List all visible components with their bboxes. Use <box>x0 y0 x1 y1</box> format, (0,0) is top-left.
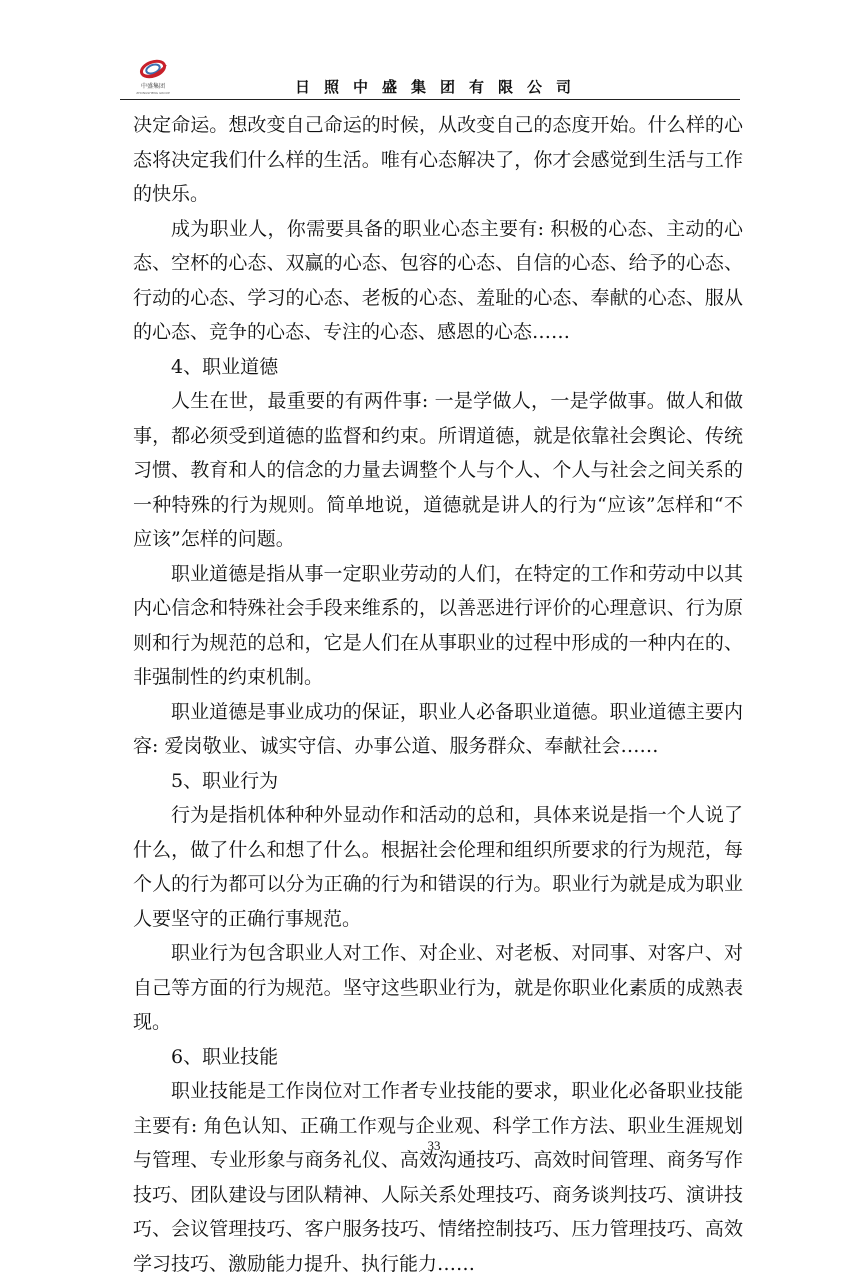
company-name: 日照中盛集团有限公司 <box>294 78 585 96</box>
body-paragraph: 职业道德是指从事一定职业劳动的人们，在特定的工作和劳动中以其内心信念和特殊社会手段来维系的，以善恶进行评价的心理意识、行为原则和行为规范的总和，它是人们在从事职业的过程中形成的一种内在的、非强制性的约束机制。 <box>133 562 743 688</box>
logo-text: 中盛集团 <box>140 83 166 90</box>
section-heading: 6、职业技能 <box>171 1045 279 1068</box>
body-paragraph: 人生在世，最重要的有两件事: 一是学做人，一是学做事。做人和做事，都必须受到道德的监督和约束。所谓道德，就是依靠社会舆论、传统习惯、教育和人的信念的力量去调整个人与个人、个人与社会之间关系的一种特殊的行为规则。简单地说，道德就是讲人的行为“应该”怎样和“不应该”怎样的问题。 <box>133 390 743 550</box>
body-paragraph: 成为职业人，你需要具备的职业心态主要有: 积极的心态、主动的心态、空杯的心态、双赢的心态、包容的心态、自信的心态、给予的心态、行动的心态、学习的心态、老板的心态、羞耻的心态、奉献的心态、服从的心态、竞争的心态、专注的心态、感恩的心态…… <box>133 217 743 343</box>
body-paragraph: 职业行为包含职业人对工作、对企业、对老板、对同事、对客户、对自己等方面的行为规范。坚守这些职业行为，就是你职业化素质的成熟表现。 <box>133 942 743 1033</box>
page-header <box>120 56 740 100</box>
logo-subtext: ZHONGSHENG GROUP <box>136 91 170 95</box>
section-heading: 4、职业道德 <box>171 355 279 378</box>
page-body <box>133 108 743 1281</box>
body-paragraph: 职业道德是事业成功的保证，职业人必备职业道德。职业道德主要内容: 爱岗敬业、诚实守信、办事公道、服务群众、奉献社会…… <box>133 700 743 757</box>
page-number: 33 <box>427 1138 441 1153</box>
section-heading: 5、职业行为 <box>171 769 279 792</box>
header-divider <box>120 99 740 100</box>
body-paragraph: 行为是指机体种种外显动作和活动的总和，具体来说是指一个人说了什么，做了什么和想了什么。根据社会伦理和组织所要求的行为规范，每个人的行为都可以分为正确的行为和错误的行为。职业行为就是成为职业人要坚守的正确行事规范。 <box>133 804 743 930</box>
body-paragraph: 职业技能是工作岗位对工作者专业技能的要求，职业化必备职业技能主要有: 角色认知、正确工作观与企业观、科学工作方法、职业生涯规划与管理、专业形象与商务礼仪、高效沟通技巧、高效时间管理、商务写作技巧、团队建设与团队精神、人际关系处理技巧、商务谈判技巧、演讲技巧、会议管理技巧、客户服务技巧、情绪控制技巧、压力管理技巧、高效学习技巧、激励能力提升、执行能力…… <box>133 1080 743 1275</box>
body-paragraph: 决定命运。想改变自己命运的时候，从改变自己的态度开始。什么样的心态将决定我们什么样的生活。唯有心态解决了，你才会感觉到生活与工作的快乐。 <box>133 114 743 205</box>
